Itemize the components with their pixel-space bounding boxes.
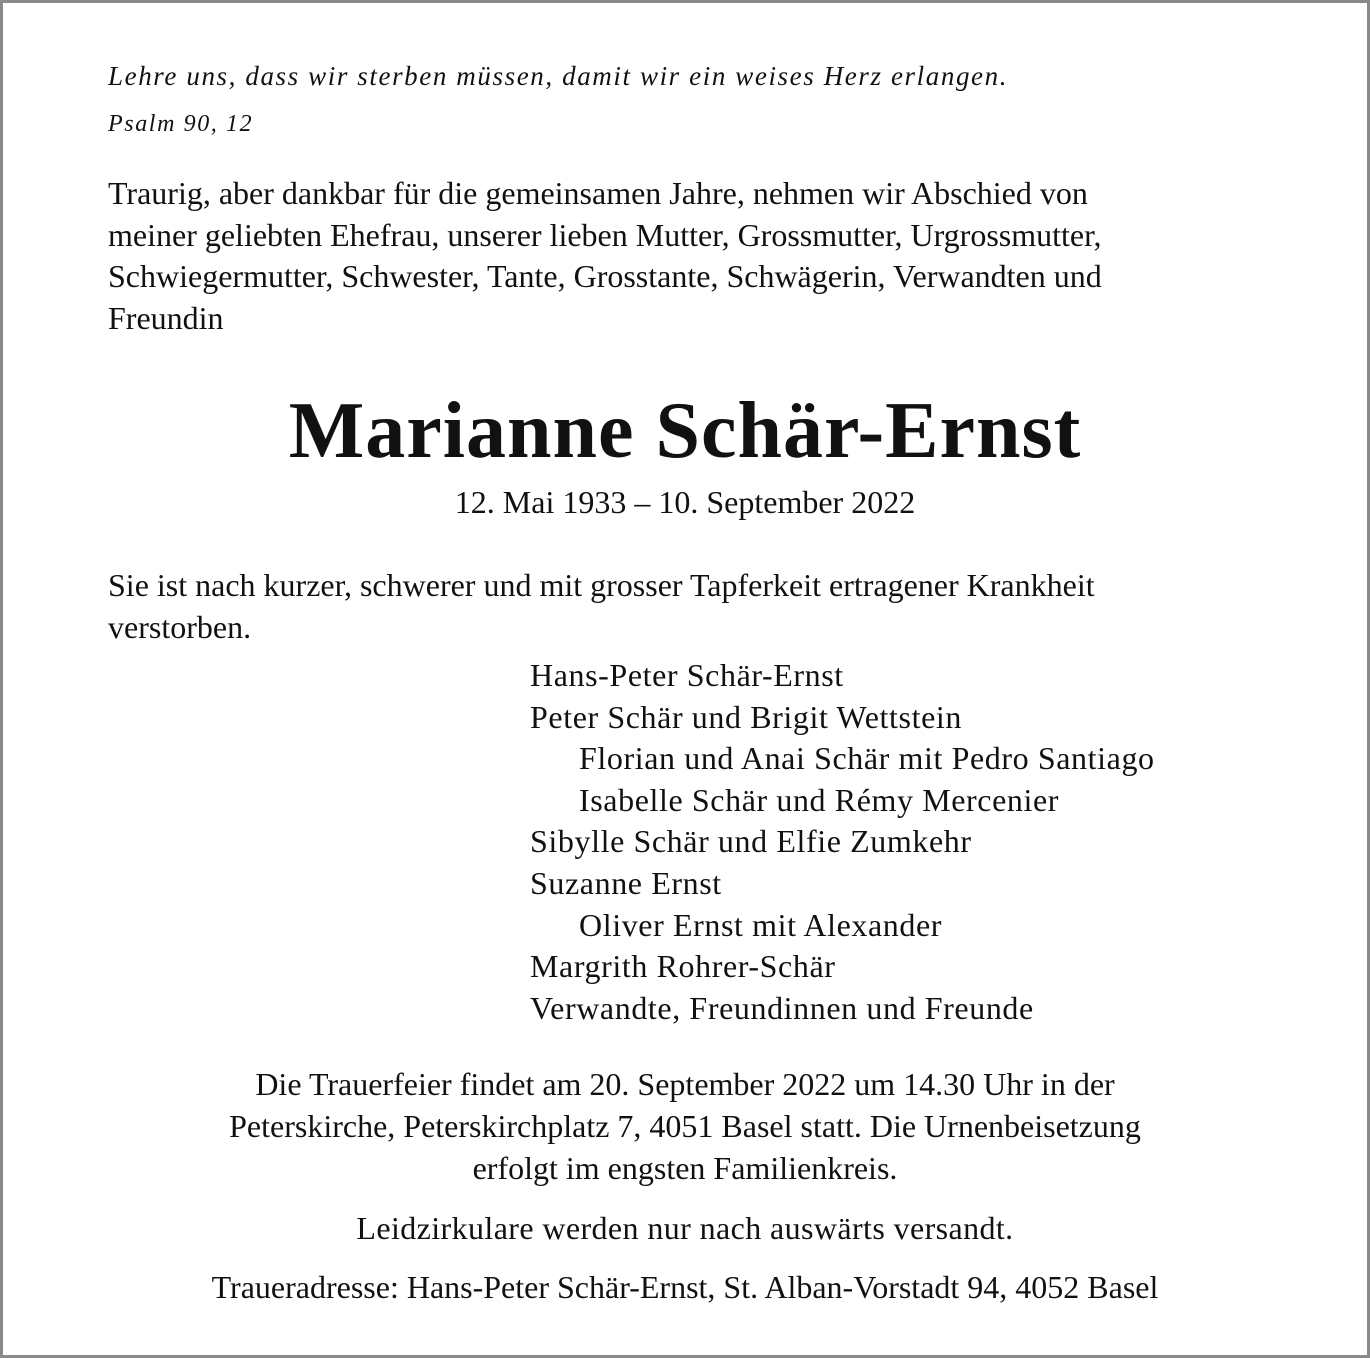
mourners-list: [530, 655, 1155, 1029]
mourning-address: Traueradresse: Hans-Peter Schär-Ernst, St. Alban-Vorstadt 94, 4052 Basel: [211, 1269, 1159, 1305]
cause-of-death-paragraph: [108, 565, 1095, 648]
intro-line: Freundin: [108, 299, 224, 336]
cause-line: verstorben.: [108, 608, 252, 645]
mourner-name: Hans-Peter Schär-Ernst: [530, 657, 844, 693]
service-line: Peterskirche, Peterskirchplatz 7, 4051 Basel statt. Die Urnenbeisetzung: [229, 1108, 1141, 1144]
mourner-name: Suzanne Ernst: [530, 864, 722, 901]
intro-paragraph: [108, 173, 1268, 339]
funeral-service-paragraph: [3, 1063, 1367, 1189]
bible-reference: Psalm 90, 12: [108, 111, 254, 137]
circular-notice: Leidzirkulare werden nur nach auswärts versandt.: [356, 1210, 1014, 1246]
mourner-name: Florian und Anai Schär mit Pedro Santiago: [579, 740, 1155, 777]
mourner-name: Oliver Ernst mit Alexander: [579, 906, 943, 943]
mourner-name: Verwandte, Freundinnen und Freunde: [530, 989, 1034, 1026]
mourner-name: Margrith Rohrer-Schär: [530, 948, 836, 985]
intro-line: meiner geliebten Ehefrau, unserer lieben Mutter, Grossmutter, Urgrossmutter,: [108, 216, 1102, 253]
mourner-name: Isabelle Schär und Rémy Mercenier: [579, 781, 1060, 818]
life-dates: 12. Mai 1933 – 10. September 2022: [454, 484, 916, 520]
service-line: Die Trauerfeier findet am 20. September 2022 um 14.30 Uhr in der: [255, 1066, 1115, 1102]
intro-line: Schwiegermutter, Schwester, Tante, Grosstante, Schwägerin, Verwandten und: [108, 258, 1102, 294]
service-line: erfolgt im engsten Familienkreis.: [472, 1150, 898, 1186]
intro-line: Traurig, aber dankbar für die gemeinsamen Jahre, nehmen wir Abschied von: [108, 175, 1088, 211]
mourner-name: Peter Schär und Brigit Wettstein: [530, 698, 962, 735]
bible-quote: Lehre uns, dass wir sterben müssen, damit wir ein weises Herz erlangen.: [108, 61, 1009, 91]
mourner-name: Sibylle Schär und Elfie Zumkehr: [530, 823, 972, 860]
cause-line: Sie ist nach kurzer, schwerer und mit grosser Tapferkeit ertragener Krankheit: [108, 567, 1095, 603]
deceased-name: Marianne Schär-Ernst: [288, 387, 1082, 475]
